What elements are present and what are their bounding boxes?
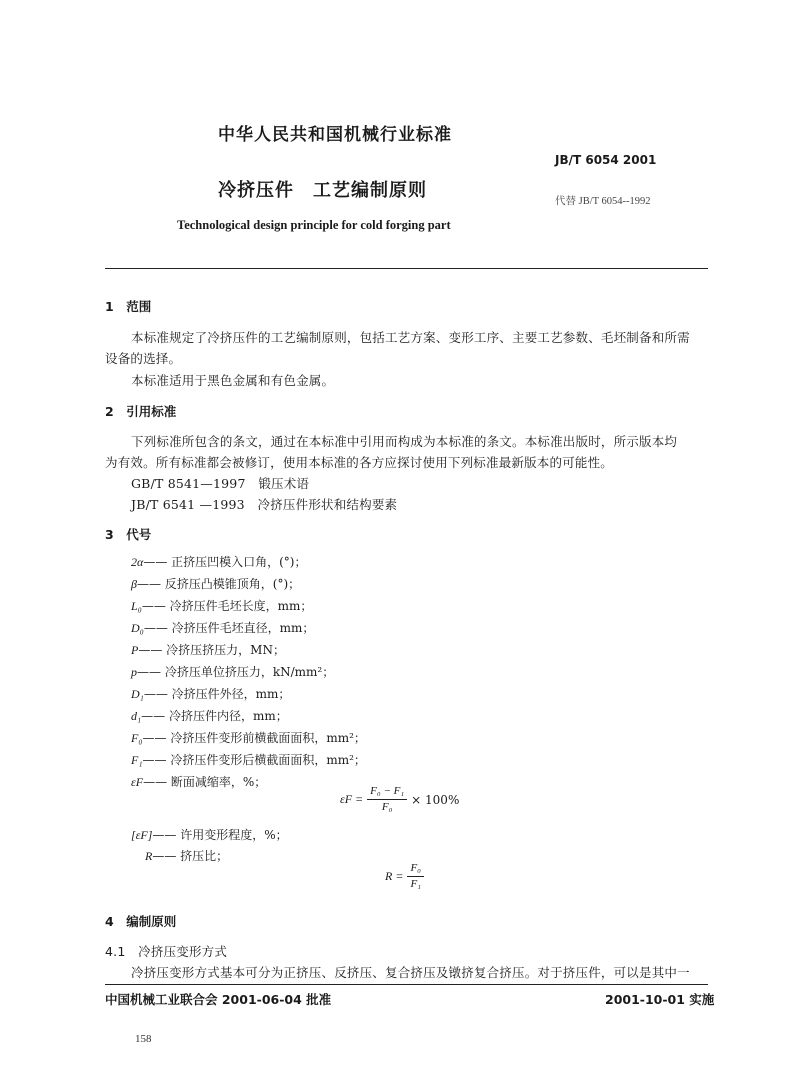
symbol-description: —— 正挤压凹模入口角，(°)；: [143, 555, 307, 569]
symbol: d₁: [131, 709, 142, 723]
symbol-row: [131, 597, 312, 614]
section-1-heading: 1 范围: [105, 299, 152, 314]
symbol-row-allowable: [131, 826, 288, 843]
symbol: 2α: [131, 555, 144, 569]
replaces-standard: 代替 JB/T 6054--1992: [555, 196, 651, 207]
symbol-description: —— 冷挤压件变形前横截面面积，mm²；: [142, 731, 366, 745]
symbol: F₀: [131, 731, 143, 745]
section-1-scope: 本标准适用于黑色金属和有色金属。: [131, 373, 335, 388]
symbol-row: [131, 575, 300, 592]
symbol-row: [131, 707, 288, 724]
symbol: D₀: [131, 621, 144, 635]
header-rule: [105, 268, 708, 269]
symbol-description: —— 冷挤压挤压力，MN；: [138, 643, 285, 657]
equation-fraction: [367, 785, 407, 814]
symbol-description: —— 冷挤压件毛坯长度，mm；: [141, 599, 313, 613]
section-3-heading: 3 代号: [105, 527, 152, 542]
symbol-description: —— 断面减缩率，%；: [143, 775, 267, 789]
equation-lhs: R =: [385, 869, 404, 883]
symbol-row: [131, 773, 266, 790]
symbol-description: —— 冷挤压单位挤压力，kN/mm²；: [137, 665, 335, 679]
symbol-description: —— 反挤压凸模锥顶角，(°)；: [136, 577, 301, 591]
symbol: [εF]: [131, 828, 153, 842]
org-title: 中华人民共和国机械行业标准: [218, 125, 452, 145]
symbol-description: —— 挤压比；: [152, 849, 229, 863]
symbol-row: [131, 729, 366, 746]
symbol-row: [131, 619, 314, 636]
symbol: R: [145, 849, 153, 863]
symbol-row: [131, 751, 366, 768]
symbol-description: —— 许用变形程度，%；: [152, 828, 288, 842]
equation-lhs: εF =: [340, 792, 364, 806]
symbol: D₁: [131, 687, 144, 701]
equation-denominator: F₀: [381, 801, 393, 813]
subsection-4-1-heading: 4.1 冷挤压变形方式: [105, 944, 228, 959]
english-title: Technological design principle for cold forging part: [177, 218, 451, 232]
symbol-row: [131, 553, 307, 570]
equation-numerator: F₀: [407, 862, 424, 877]
page-number: 158: [135, 1033, 152, 1045]
standard-number: JB/T 6054 2001: [555, 153, 657, 167]
symbol: L₀: [131, 599, 142, 613]
section-1-paragraph-cont: 设备的选择。: [105, 351, 182, 366]
symbol: p: [131, 665, 137, 679]
equation-fraction: [407, 862, 424, 891]
equation-denominator: F₁: [410, 878, 421, 890]
symbol-description: —— 冷挤压件内径，mm；: [141, 709, 288, 723]
symbol-row: [131, 641, 285, 658]
symbol-row: [131, 663, 334, 680]
section-1-paragraph: 本标准规定了冷挤压件的工艺编制原则，包括工艺方案、变形工序、主要工艺参数、毛坯制备和所需: [131, 330, 690, 345]
effective-date: 2001-10-01 实施: [605, 992, 715, 1007]
symbol-description: —— 冷挤压件毛坯直径，mm；: [143, 621, 315, 635]
section-2-heading: 2 引用标准: [105, 404, 177, 419]
equation-reduction-rate: [340, 785, 459, 814]
section-4-paragraph: 冷挤压变形方式基本可分为正挤压、反挤压、复合挤压及镦挤复合挤压。对于挤压件，可以是其中一: [131, 965, 690, 980]
footer-rule: [105, 984, 708, 985]
equation-extrusion-ratio: [385, 862, 428, 891]
symbol: εF: [131, 775, 144, 789]
equation-rhs: × 100%: [411, 792, 460, 807]
symbol-row: [131, 685, 290, 702]
section-2-paragraph-cont: 为有效。所有标准都会被修订，使用本标准的各方应探讨使用下列标准最新版本的可能性。: [105, 455, 614, 470]
reference-2: JB/T 6541 —1993 冷挤压件形状和结构要素: [131, 497, 398, 512]
symbol: F₁: [131, 753, 143, 767]
symbol: β: [131, 577, 137, 591]
section-2-paragraph: 下列标准所包含的条文，通过在本标准中引用而构成为本标准的条文。本标准出版时，所示版本均: [131, 434, 678, 449]
equation-numerator: F₀ − F₁: [367, 785, 407, 800]
document-title: 冷挤压件 工艺编制原则: [218, 180, 427, 201]
symbol-row-extrusion-ratio: [145, 847, 228, 864]
symbol-description: —— 冷挤压件变形后横截面面积，mm²；: [142, 753, 366, 767]
section-4-heading: 4 编制原则: [105, 914, 177, 929]
symbol: P: [131, 643, 139, 657]
reference-1: GB/T 8541—1997 锻压术语: [131, 476, 310, 491]
symbol-description: —— 冷挤压件外径，mm；: [143, 687, 291, 701]
approval-info: 中国机械工业联合会 2001-06-04 批准: [105, 992, 332, 1007]
